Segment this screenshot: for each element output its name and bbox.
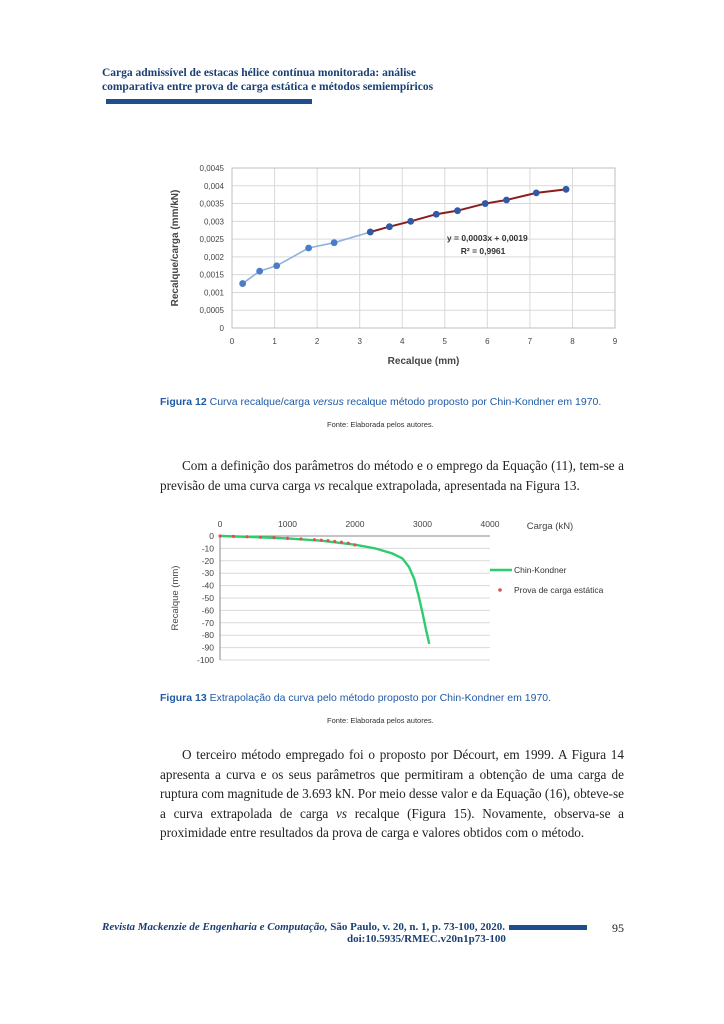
x-tick-label: 3 — [357, 337, 362, 346]
data-point-prova-carga — [333, 540, 336, 543]
header-line-1: Carga admissível de estacas hélice contínua monitorada: análise — [102, 67, 416, 79]
figure-12-caption-italic: versus — [312, 396, 344, 408]
data-point — [305, 245, 312, 252]
y-tick-label: -20 — [201, 555, 214, 566]
y-tick-label: -70 — [201, 617, 214, 628]
x-tick-label: 3000 — [413, 519, 432, 529]
figure-13-caption-text: Extrapolação da curva pelo método proposto por Chin-Kondner em 1970. — [206, 692, 552, 704]
x-tick-label: 2 — [314, 337, 320, 346]
data-point-prova-carga — [259, 536, 262, 539]
y-tick-label: -50 — [201, 593, 214, 603]
paragraph-1-italic: vs — [313, 477, 325, 493]
y-tick-label: 0,0035 — [199, 199, 224, 209]
data-point-prova-carga — [272, 536, 275, 539]
figure-13-source: Fonte: Elaborada pelos autores. — [327, 716, 434, 725]
data-point — [482, 200, 489, 207]
paragraph-2-part2: recalque (Figura 15). Novamente, observa-se a proximidade entre resultados da prova de carga e valores obtidos com o método. — [160, 805, 624, 840]
data-point-prova-carga — [347, 542, 350, 545]
trendline-equation: y = 0,0003x + 0,0019 — [446, 232, 528, 243]
y-tick-label: 0,001 — [203, 288, 224, 298]
x-tick-label: 8 — [570, 337, 575, 346]
figure-13-caption — [160, 692, 551, 704]
y-tick-label: 0,0015 — [199, 270, 224, 280]
legend-swatch-prova-carga — [498, 588, 502, 592]
data-point-prova-carga — [286, 537, 289, 540]
trendline-r2: R² = 0,9961 — [460, 245, 506, 256]
x-tick-label: 9 — [612, 337, 618, 346]
footer-line-1 — [102, 921, 632, 933]
data-point — [503, 197, 510, 204]
plot-frame — [232, 168, 615, 328]
x-tick-label: 0 — [217, 519, 223, 529]
y-axis-label: Recalque/carga (mm/kN) — [170, 189, 181, 307]
data-point-prova-carga — [353, 543, 356, 546]
x-tick-label: 0 — [229, 337, 235, 346]
chart-carga-recalque — [160, 512, 630, 672]
footer-journal: Revista Mackenzie de Engenharia e Computação, — [102, 921, 328, 933]
x-tick-label: 2000 — [345, 519, 365, 529]
data-point — [386, 223, 393, 230]
page-number: 95 — [612, 921, 624, 935]
header-line-2 — [102, 80, 632, 108]
x-tick-label: 1000 — [278, 519, 297, 529]
y-tick-label: -10 — [201, 543, 214, 554]
running-header — [102, 66, 632, 108]
legend-label-prova-carga: Prova de carga estática — [514, 585, 604, 595]
x-tick-label: 7 — [527, 337, 533, 346]
x-tick-label: 6 — [485, 337, 490, 346]
x-tick-label: 4 — [399, 337, 405, 346]
data-point-prova-carga — [326, 539, 329, 542]
x-tick-label: 5 — [442, 337, 448, 346]
y-tick-label: -60 — [201, 605, 214, 616]
x-axis-label: Carga (kN) — [526, 521, 574, 532]
paragraph-2 — [160, 745, 624, 843]
figure-12-source: Fonte: Elaborada pelos autores. — [327, 420, 434, 429]
y-tick-label: -100 — [196, 655, 214, 665]
x-tick-label: 4000 — [480, 519, 500, 529]
data-point — [533, 189, 540, 196]
data-point-prova-carga — [313, 538, 316, 541]
paragraph-2-part1: O terceiro método empregado foi o proposto por Décourt, em 1999. A Figura 14 apresenta a curva e os seus parâmetros que permitiram a obtenção de uma carga de ruptura com magnitude de 3.693 kN. Por meio desse valor e da Equação (16), obteve-se a curva extrapolada de carga — [160, 747, 624, 821]
footer-details: São Paulo, v. 20, n. 1, p. 73-100, 2020. — [327, 921, 506, 933]
paragraph-1 — [160, 456, 624, 495]
data-point — [454, 207, 461, 214]
figure-12-label: Figura 12 — [160, 396, 207, 408]
data-point-prova-carga — [232, 535, 235, 538]
paragraph-2-italic: vs — [336, 805, 347, 821]
y-tick-label: 0,003 — [203, 217, 224, 227]
figure-12-caption-post: recalque método proposto por Chin-Kondner em 1970. — [343, 396, 602, 408]
y-tick-label: -40 — [201, 580, 214, 591]
legend-label-chin-kondner: Chin-Kondner — [514, 565, 567, 575]
data-point-prova-carga — [299, 537, 302, 540]
data-point — [433, 211, 440, 218]
y-tick-label: 0,002 — [203, 252, 224, 262]
paragraph-1-part2: recalque extrapolada, apresentada na Figura 13. — [324, 477, 580, 493]
y-axis-label: Recalque (mm) — [170, 565, 181, 631]
data-point — [563, 186, 570, 193]
y-tick-label: -90 — [201, 642, 214, 653]
y-tick-label: -30 — [201, 568, 214, 579]
paragraph-1-part1: Com a definição dos parâmetros do método e o emprego da Equação (11), tem-se a previsão de uma curva carga — [160, 458, 624, 493]
y-tick-label: 0 — [219, 324, 224, 333]
data-point-prova-carga — [245, 535, 248, 538]
data-point — [331, 239, 338, 246]
y-tick-label: 0,0045 — [199, 164, 224, 173]
data-point — [407, 218, 414, 225]
footer-rule — [509, 925, 587, 930]
y-tick-label: 0 — [209, 531, 214, 541]
x-tick-label: 1 — [272, 337, 277, 346]
chart-recalque-carga — [160, 158, 630, 373]
data-point-prova-carga — [320, 539, 323, 542]
y-tick-label: 0,004 — [203, 181, 224, 191]
x-axis-label: Recalque (mm) — [387, 356, 460, 367]
figure-12-caption — [160, 396, 601, 408]
data-point — [273, 262, 280, 269]
y-tick-label: 0,0005 — [199, 306, 224, 316]
header-rule — [106, 99, 312, 104]
data-point — [367, 229, 374, 236]
data-point-prova-carga — [340, 541, 343, 544]
data-point-prova-carga — [218, 534, 221, 537]
data-point — [239, 280, 246, 287]
header-line-2-text: comparativa entre prova de carga estática e métodos semiempíricos — [102, 81, 434, 93]
figure-13-label: Figura 13 — [160, 692, 207, 704]
data-point — [256, 268, 263, 275]
figure-12-caption-pre: Curva recalque/carga — [206, 396, 313, 408]
footer-doi: doi:10.5935/RMEC.v20n1p73-100 — [347, 933, 506, 945]
series-line — [243, 232, 371, 284]
footer — [102, 921, 632, 945]
series-line-chin-kondner — [220, 536, 429, 644]
y-tick-label: -80 — [201, 630, 214, 641]
y-tick-label: 0,0025 — [199, 235, 224, 245]
